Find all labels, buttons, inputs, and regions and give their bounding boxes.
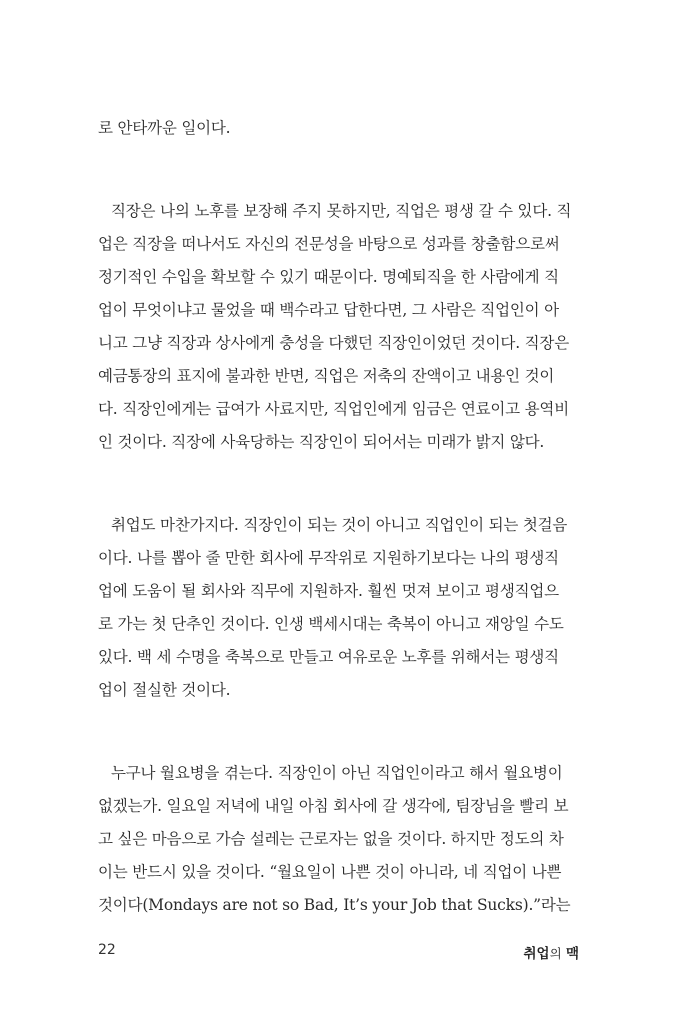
text-line: 인 것이다. 직장에 사육당하는 직장인이 되어서는 미래가 밝지 않다. <box>98 433 545 451</box>
text-line: 업에 도움이 될 회사와 직무에 지원하자. 훨씬 멋져 보이고 평생직업으 <box>98 582 559 600</box>
text-line: 누구나 월요병을 겪는다. 직장인이 아닌 직업인이라고 해서 월요병이 <box>111 764 563 782</box>
text-line: 직장은 나의 노후를 보장해 주지 못하지만, 직업은 평생 갈 수 있다. 직 <box>111 202 572 220</box>
paragraph <box>98 195 603 459</box>
text-line: 업은 직장을 떠나서도 자신의 전문성을 바탕으로 성과를 창출함으로써 <box>98 235 560 253</box>
text-line: 취업도 마찬가지다. 직장인이 되는 것이 아니고 직업인이 되는 첫걸음 <box>111 516 568 534</box>
text-line: 업이 무엇이냐고 물었을 때 백수라고 답한다면, 그 사람은 직업인이 아 <box>98 301 559 319</box>
text-line: 이다. 나를 뽑아 줄 만한 회사에 무작위로 지원하기보다는 나의 평생직 <box>98 549 559 567</box>
body-text <box>98 112 603 922</box>
running-title-part: 취업 <box>523 946 550 962</box>
text-line: 다. 직장인에게는 급여가 사료지만, 직업인에게 임금은 연료이고 용역비 <box>98 400 569 418</box>
running-title-particle: 의 <box>549 946 562 961</box>
text-line: 것이다(Mondays are not so Bad, It’s your Job that Sucks).”라는 <box>98 896 571 914</box>
text-line: 없겠는가. 일요일 저녁에 내일 아침 회사에 갈 생각에, 팀장님을 빨리 보 <box>98 797 569 815</box>
text-line: 이는 반드시 있을 것이다. “월요일이 나쁜 것이 아니라, 네 직업이 나쁜 <box>98 863 562 881</box>
paragraph <box>98 509 603 707</box>
page-number: 22 <box>98 942 116 958</box>
running-title <box>523 942 579 962</box>
text-line: 고 싶은 마음으로 가슴 설레는 근로자는 없을 것이다. 하지만 정도의 차 <box>98 830 564 848</box>
paragraph <box>98 112 603 145</box>
paragraph <box>98 757 603 922</box>
text-line: 정기적인 수입을 확보할 수 있기 때문이다. 명예퇴직을 한 사람에게 직 <box>98 268 559 286</box>
text-line: 업이 절실한 것이다. <box>98 681 231 699</box>
text-line: 니고 그냥 직장과 상사에게 충성을 다했던 직장인이었던 것이다. 직장은 <box>98 334 569 352</box>
running-title-part: 맥 <box>565 946 579 962</box>
text-line: 로 안타까운 일이다. <box>98 119 231 137</box>
text-line: 있다. 백 세 수명을 축복으로 만들고 여유로운 노후를 위해서는 평생직 <box>98 648 559 666</box>
text-line: 예금통장의 표지에 불과한 반면, 직업은 저축의 잔액이고 내용인 것이 <box>98 367 555 385</box>
text-line: 로 가는 첫 단추인 것이다. 인생 백세시대는 축복이 아니고 재앙일 수도 <box>98 615 564 633</box>
